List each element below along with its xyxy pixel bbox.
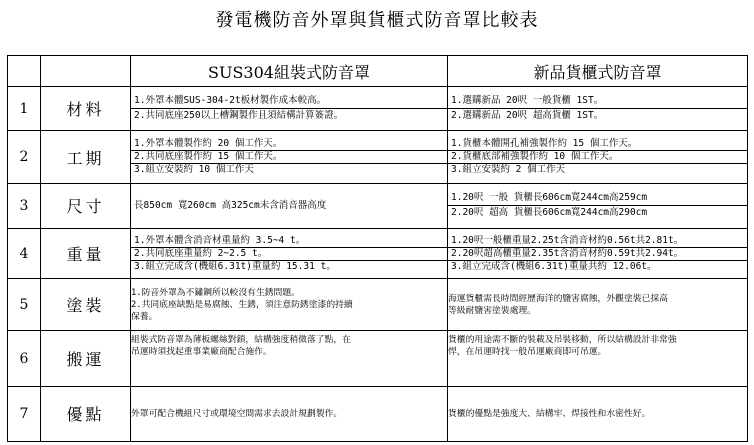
- row-number: 4: [8, 228, 41, 278]
- row-number: 2: [8, 131, 41, 183]
- cell-line: 保養。: [131, 311, 158, 322]
- cell-col-a: [131, 386, 448, 441]
- row-item: 優點: [41, 386, 131, 441]
- cell-col-b: [448, 131, 748, 183]
- cell-col-b: [448, 279, 748, 331]
- cell-line: 吊運時須找起重事業廠商配合施作。: [131, 347, 272, 358]
- cell-line: 3.組立安裝約 2 個工作天: [451, 164, 566, 175]
- cell-line: 2.共同底座250以上槽鋼製作且須結構計算簽證。: [134, 110, 344, 122]
- cell-col-b: [448, 331, 748, 386]
- header-item-cell: [41, 56, 131, 87]
- cell-line: 悍，在吊運時找一般吊運廠商即可吊運。: [448, 347, 607, 358]
- cell-col-a: [131, 228, 448, 278]
- cell-line: 組裝式防音罩為薄板螺絲對鎖，結構強度稍微落了點，在: [131, 335, 351, 346]
- cell-col-a: [131, 131, 448, 183]
- cell-line: 長850cm 寬260cm 高325cm未含消音器高度: [134, 199, 327, 211]
- table-row: [8, 131, 748, 183]
- cell-line: 1.20呎 一般 貨櫃長606cm寬244cm高259cm: [448, 191, 747, 206]
- cell-line: 3.組立完成含(機組6.31t)重量共約 12.06t。: [451, 260, 657, 272]
- comparison-table: [7, 55, 748, 442]
- row-item: 工期: [41, 131, 131, 183]
- table-row: [8, 87, 748, 131]
- cell-line: 3.組立安裝約 10 個工作天: [134, 164, 254, 175]
- cell-col-a: [131, 279, 448, 331]
- cell-line: 等級耐鹽害塗裝處理。: [448, 305, 536, 316]
- row-number: 7: [8, 386, 41, 441]
- cell-col-b: [448, 386, 748, 441]
- row-item: 尺寸: [41, 183, 131, 228]
- row-number: 3: [8, 183, 41, 228]
- page-title: 發電機防音外罩與貨櫃式防音罩比較表: [215, 10, 539, 31]
- cell-col-a: [131, 331, 448, 386]
- cell-col-a: [131, 183, 448, 228]
- cell-line: 2.選購新品 20呎 超高貨櫃 1ST。: [451, 110, 604, 122]
- cell-line: 1.貨櫃本體開孔補強製作約 15 個工作天。: [448, 138, 747, 151]
- cell-line: 貨櫃的用途需不斷的裝載及吊裝移動，所以結構設計非常強: [448, 335, 677, 346]
- cell-line: 貨櫃的優點是強度大、結構牢、焊接性和水密性好。: [448, 408, 651, 419]
- cell-line: 1.選購新品 20呎 一般貨櫃 1ST。: [448, 94, 747, 109]
- table-row: [8, 331, 748, 386]
- table-header-row: [8, 56, 748, 87]
- header-col-a: SUS304組裝式防音罩: [131, 56, 448, 87]
- cell-line: 1.外罩本體含消音材重量約 3.5~4 t。: [131, 235, 447, 248]
- row-item: 材料: [41, 87, 131, 131]
- cell-line: 1.外罩本體製作約 20 個工作天。: [131, 138, 447, 151]
- row-number: 1: [8, 87, 41, 131]
- table-row: [8, 279, 748, 331]
- cell-col-b: [448, 87, 748, 131]
- cell-line: 2.貨櫃底部補強製作約 10 個工作天。: [448, 151, 747, 164]
- table-row: [8, 386, 748, 441]
- cell-line: 2.共同底座缺點是易腐蝕、生銹，須注意防銹塗漆的持續: [131, 299, 353, 310]
- table-row: [8, 228, 748, 278]
- cell-col-a: [131, 87, 448, 131]
- cell-line: 2.20呎 超高 貨櫃長606cm寬244cm高290cm: [451, 207, 648, 219]
- row-number: 6: [8, 331, 41, 386]
- header-col-b: 新品貨櫃式防音罩: [448, 56, 748, 87]
- cell-line: 2.20呎超高櫃重量2.35t含消音材約0.59t共2.94t。: [448, 248, 747, 261]
- cell-line: 1.防音外罩為不鏽鋼所以較沒有生銹問題。: [131, 287, 300, 298]
- row-number: 5: [8, 279, 41, 331]
- cell-line: 2.共同底座製作約 15 個工作天。: [131, 151, 447, 164]
- cell-line: 2.共同底座重量約 2~2.5 t。: [131, 248, 447, 261]
- cell-line: 1.20呎一般櫃重量2.25t含消音材約0.56t共2.81t。: [448, 235, 747, 248]
- cell-line: 3.組立完成含(機組6.31t)重量約 15.31 t。: [134, 260, 336, 272]
- header-num-cell: [8, 56, 41, 87]
- table-row: [8, 183, 748, 228]
- row-item: 搬運: [41, 331, 131, 386]
- cell-col-b: [448, 183, 748, 228]
- cell-line: 1.外罩本體SUS-304-2t板材製作成本較高。: [131, 94, 447, 109]
- row-item: 重量: [41, 228, 131, 278]
- cell-col-b: [448, 228, 748, 278]
- cell-line: 海運貨櫃需長時間經歷海洋的鹽害腐蝕，外觀塗裝已採高: [448, 293, 668, 304]
- cell-line: 外罩可配合機組尺寸或環境空間需求去設計規劃製作。: [131, 408, 343, 419]
- row-item: 塗裝: [41, 279, 131, 331]
